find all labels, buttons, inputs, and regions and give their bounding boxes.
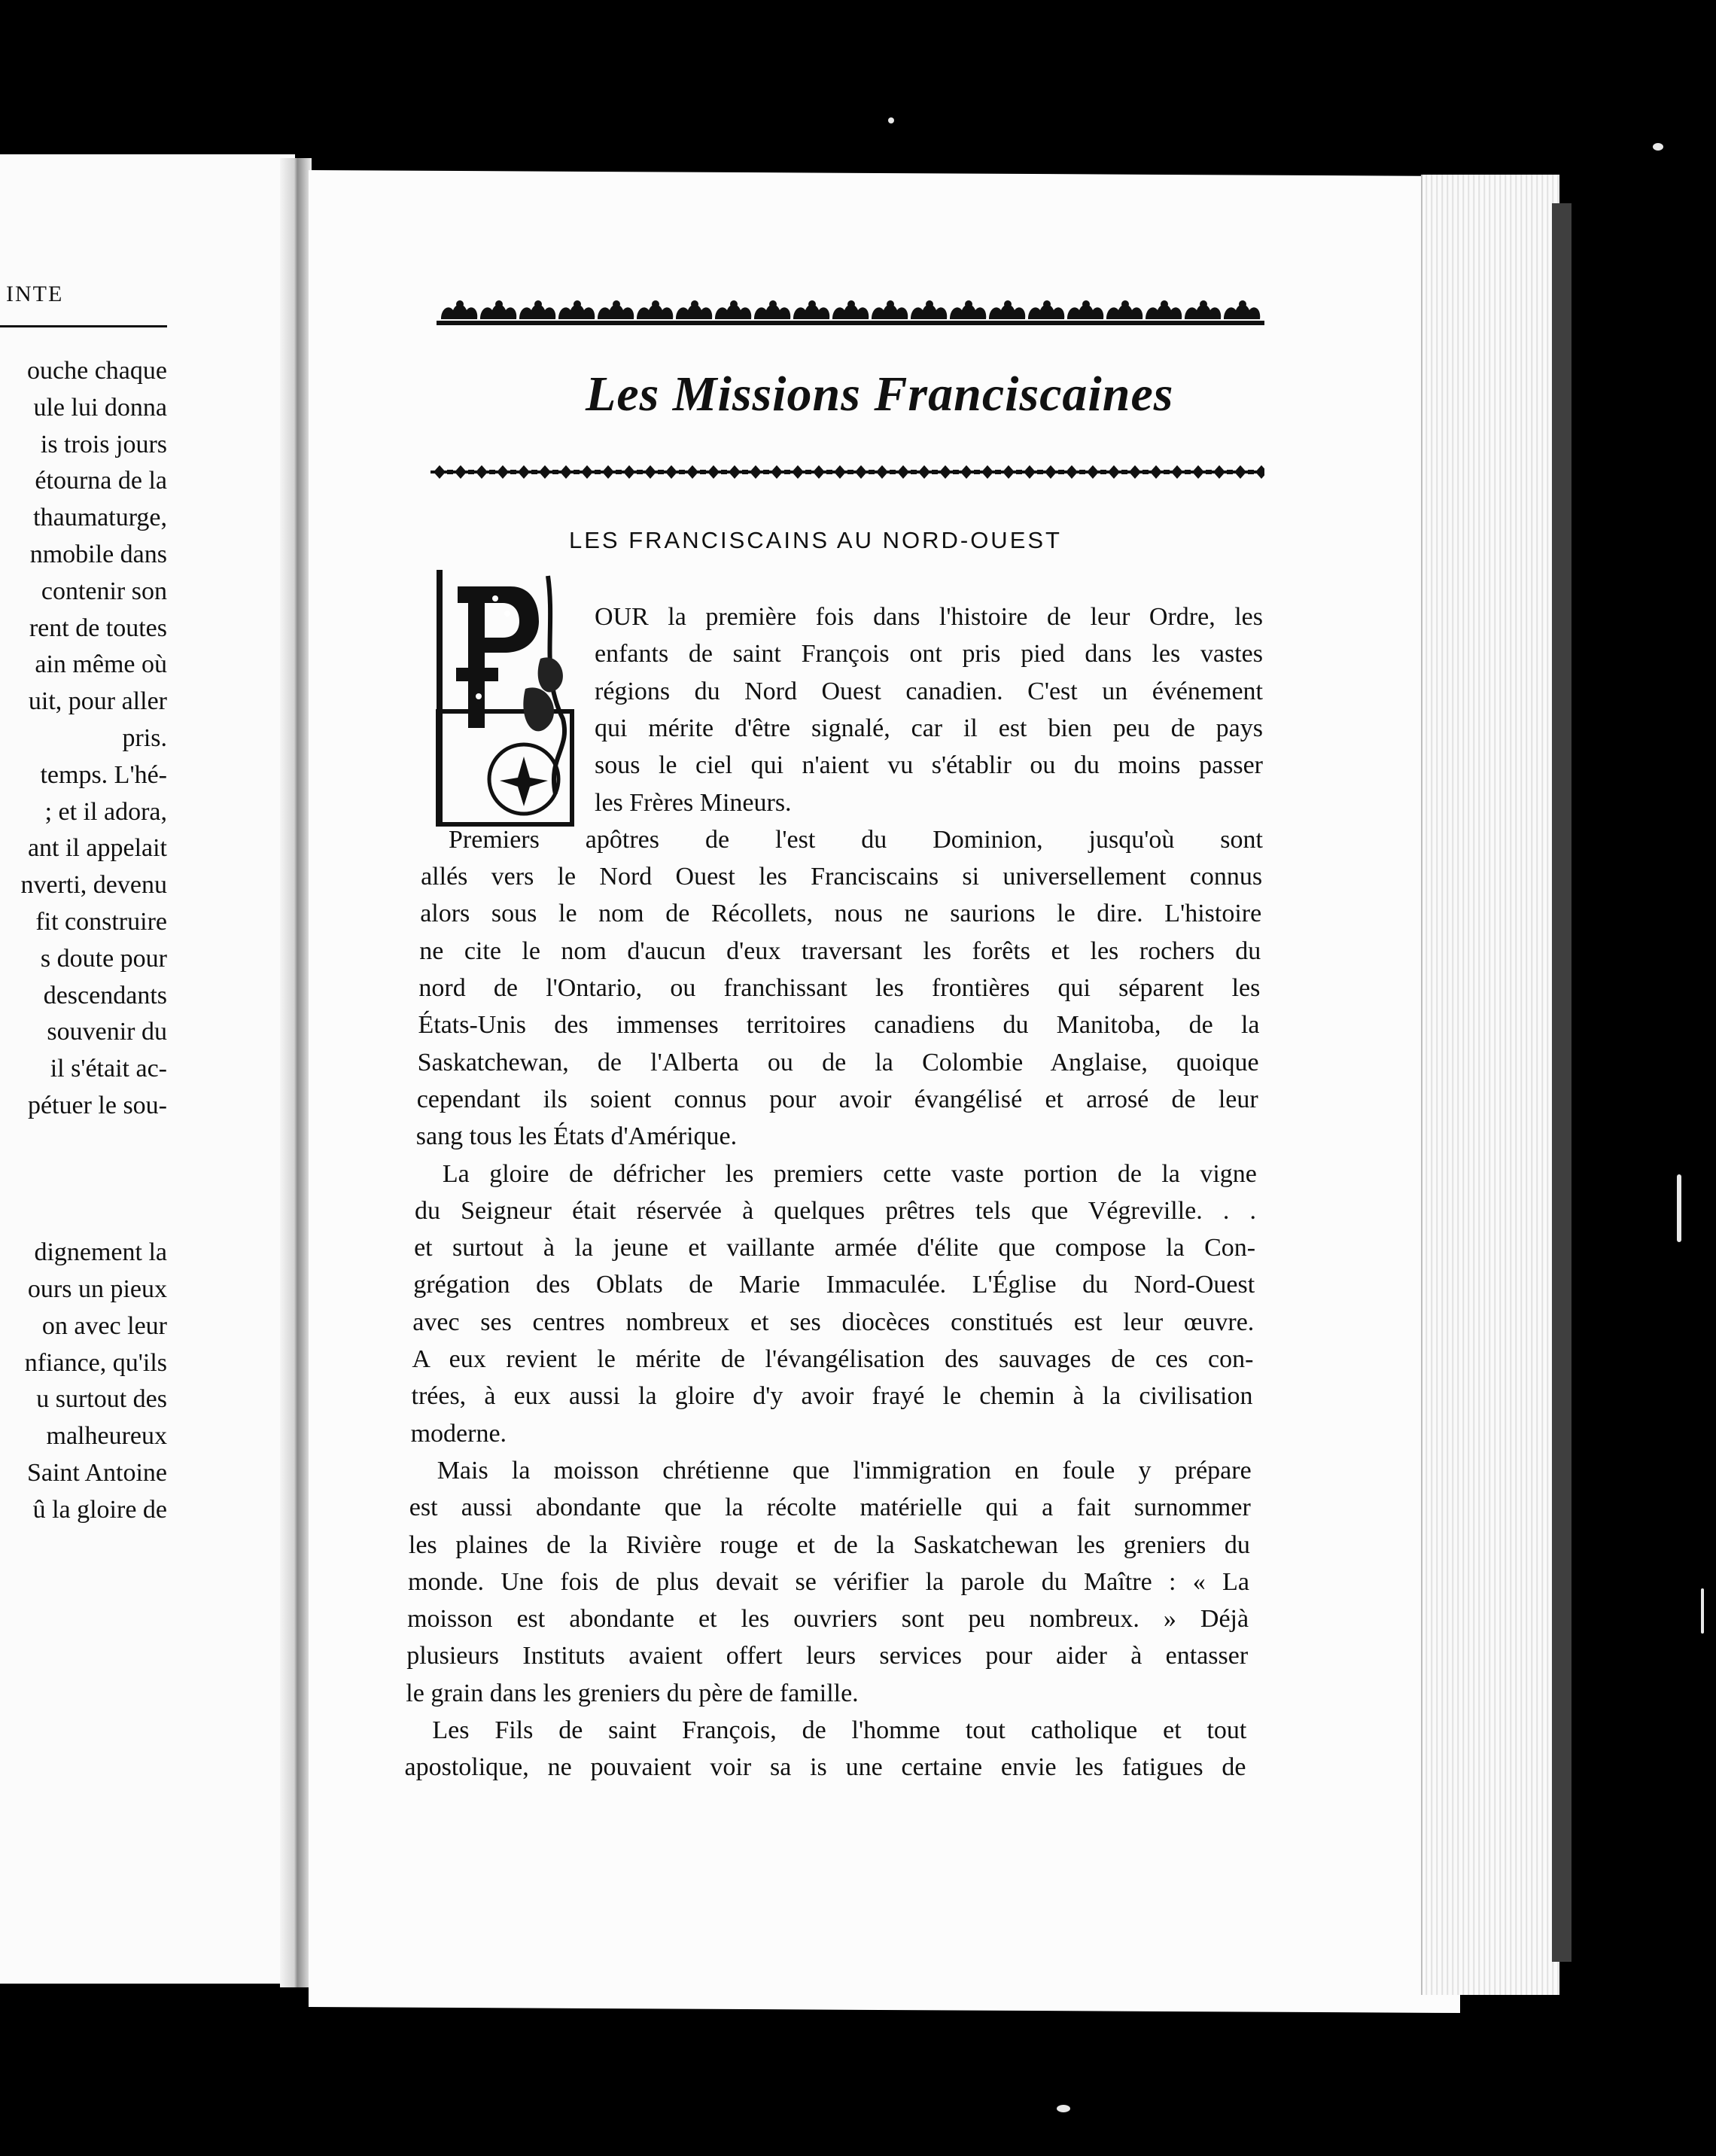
ornament-link <box>602 465 622 479</box>
ornament-link <box>434 465 453 479</box>
decorated-initial-p <box>435 568 578 832</box>
body-line: La gloire de défricher les premiers cette vaste portion de la vigne <box>442 1159 1257 1188</box>
ornament-link <box>1003 465 1022 479</box>
body-line: ne cite le nom d'aucun d'eux traversant les forêts et les rochers du <box>419 936 1261 965</box>
body-line: monde. Une fois de plus devait se vérifier la parole du Maître : « La <box>408 1567 1249 1596</box>
left-page-line: temps. L'hé- <box>40 760 167 789</box>
ornament-bud <box>1004 300 1012 308</box>
body-line: Les Fils de saint François, de l'homme tout catholique et tout <box>432 1716 1247 1744</box>
body-line: sous le ciel qui n'aient vu s'établir ou du moins passer <box>595 751 1263 780</box>
ornament-bud <box>613 300 620 308</box>
ornament-bud <box>1121 300 1129 308</box>
left-page-line: uit, pour aller <box>28 687 167 716</box>
body-line: moisson est abondante et les ouvriers sont peu nombreux. » Déjà <box>407 1605 1249 1634</box>
section-heading: LES FRANCISCAINS AU NORD-OUEST <box>569 527 1062 553</box>
left-page-line: fit construire <box>35 908 167 936</box>
body-line: avec ses centres nombreux et ses diocèces constitués est leur œuvre. <box>412 1308 1255 1336</box>
ornament-bud <box>652 300 659 308</box>
body-line: les plaines de la Rivière rouge et de la Saskatchewan les greniers du <box>408 1530 1250 1559</box>
ornament-link <box>560 465 580 479</box>
body-line: qui mérite d'être signalé, car il est bien peu de pays <box>595 714 1263 742</box>
left-page-line: souvenir du <box>47 1018 167 1046</box>
left-page-line: u surtout des <box>36 1385 167 1414</box>
dust-speck <box>1701 1588 1704 1634</box>
ornament-bud <box>691 300 698 308</box>
ornament-link <box>1024 465 1043 479</box>
body-line: Mais la moisson chrétienne que l'immigration en foule y prépare <box>437 1456 1252 1485</box>
body-line: cependant ils soient connus pour avoir évangélisé et arrosé de leur <box>416 1085 1258 1113</box>
dust-speck <box>1677 1174 1681 1242</box>
left-page-line: nmobile dans <box>29 541 167 568</box>
ornament-link <box>1150 465 1170 479</box>
ornament-link <box>665 465 685 479</box>
ornament-bud <box>965 300 972 308</box>
left-page-line: nfiance, qu'ils <box>24 1348 167 1377</box>
ornament-link <box>1192 465 1212 479</box>
body-line: apostolique, ne pouvaient voir sa is une certaine envie les fatigues de <box>404 1753 1246 1782</box>
left-page-line: contenir son <box>41 577 167 605</box>
left-page-line: û la gloire de <box>32 1495 167 1524</box>
ornament-bud <box>926 300 933 308</box>
left-page-line: is trois jours <box>40 430 167 458</box>
ornament-link <box>518 465 537 479</box>
ornament-link <box>455 465 474 479</box>
dust-speck <box>1057 2105 1070 2112</box>
left-page-line: ant il appelait <box>27 834 167 863</box>
body-line: Saskatchewan, de l'Alberta ou de la Colombie Anglaise, quoique <box>417 1048 1259 1076</box>
ornament-bud <box>1161 300 1168 308</box>
ornament-link <box>1234 465 1254 479</box>
left-page-line: étourna de la <box>35 467 167 495</box>
body-line: alors sous le nom de Récollets, nous ne saurions le dire. L'histoire <box>420 900 1262 928</box>
ornament-link <box>623 465 643 479</box>
body-line: allés vers le Nord Ouest les Franciscains si universellement connus <box>421 863 1263 891</box>
ornament-bud <box>1043 300 1051 308</box>
body-line: États-Unis des immenses territoires canadiens du Manitoba, de la <box>418 1011 1260 1040</box>
ornament-link <box>729 465 748 479</box>
dust-speck <box>888 117 894 123</box>
ornament-bud <box>847 300 855 308</box>
ornament-link <box>918 465 938 479</box>
left-page-line: ; et il adora, <box>44 797 167 826</box>
ornament-bud <box>808 300 816 308</box>
book-gutter <box>280 158 312 1987</box>
left-running-head: INTE <box>6 282 64 306</box>
ornament-link <box>834 465 853 479</box>
book-cover-edge <box>1552 203 1571 1962</box>
left-page-line: pétuer le sou- <box>27 1092 167 1119</box>
body-line: A eux revient le mérite de l'évangélisation des sauvages de ces con- <box>412 1345 1254 1373</box>
left-page-line: s doute pour <box>40 944 167 973</box>
body-line: et surtout à la jeune et vaillante armée d'élite que compose la Con- <box>414 1234 1256 1262</box>
left-page-line: nverti, devenu <box>20 871 167 900</box>
left-page-line: il s'était ac- <box>50 1055 167 1083</box>
left-page-line: ours un pieux <box>27 1275 167 1303</box>
ornament-link <box>707 465 727 479</box>
ornament-link <box>960 465 980 479</box>
left-page-line: pris. <box>122 724 167 752</box>
ornament-link <box>750 465 769 479</box>
ornament-link <box>476 465 495 479</box>
ornament-link <box>981 465 1001 479</box>
ornament-bud <box>574 300 581 308</box>
left-header-rule <box>0 325 167 327</box>
body-line: nord de l'Ontario, ou franchissant les frontières qui séparent les <box>418 974 1261 1002</box>
ornament-link <box>1129 465 1149 479</box>
ornament-link <box>855 465 875 479</box>
body-line: trées, à eux aussi la gloire d'y avoir frayé le chemin à la civilisation <box>411 1382 1253 1411</box>
ornament-link <box>1045 465 1064 479</box>
left-page-line: rent de toutes <box>29 614 167 642</box>
page-edges <box>1421 175 1559 1995</box>
ornament-bud <box>769 300 777 308</box>
body-line: enfants de saint François ont pris pied dans les vastes <box>595 640 1263 668</box>
body-line: sang tous les États d'Amérique. <box>415 1122 738 1151</box>
ornament-bud <box>1082 300 1090 308</box>
ornament-link <box>1213 465 1233 479</box>
body-line: Premiers apôtres de l'est du Dominion, jusqu'où sont <box>449 825 1263 854</box>
left-page-line: on avec leur <box>41 1311 167 1340</box>
ornament-link <box>813 465 832 479</box>
ornament-link <box>581 465 601 479</box>
ornament-link <box>792 465 811 479</box>
left-page-line: ule lui donna <box>33 393 167 422</box>
ornament-bud <box>887 300 894 308</box>
body-line: les Frères Mineurs. <box>595 788 792 817</box>
body-line: régions du Nord Ouest canadien. C'est un événement <box>595 677 1263 705</box>
ornament-bud <box>534 300 542 308</box>
ornament-link <box>1255 465 1264 479</box>
top-ornamental-border <box>437 298 1264 330</box>
ornament-link <box>1171 465 1191 479</box>
body-line: le grain dans les greniers du père de famille. <box>406 1679 859 1707</box>
ornament-bud <box>456 300 464 308</box>
left-page-line: dignement la <box>34 1238 167 1267</box>
bottom-ornamental-border <box>431 462 1264 483</box>
body-line: du Seigneur était réservée à quelques prêtres tels que Végreville. . . <box>415 1196 1256 1225</box>
ornament-bud <box>1239 300 1246 308</box>
body-line: est aussi abondante que la récolte matérielle qui a fait surnommer <box>409 1494 1251 1522</box>
ornament-link <box>939 465 959 479</box>
ornament-link <box>1087 465 1106 479</box>
ornament-link <box>771 465 790 479</box>
body-line: OUR la première fois dans l'histoire de leur Ordre, les <box>595 603 1263 631</box>
body-line: grégation des Oblats de Marie Immaculée. L'Église du Nord-Ouest <box>413 1271 1255 1299</box>
ornament-link <box>876 465 896 479</box>
page-title: Les Missions Franciscaines <box>586 367 1174 422</box>
ornament-link <box>1108 465 1127 479</box>
dust-speck <box>1653 143 1663 151</box>
left-page-line: Saint Antoine <box>26 1459 167 1487</box>
ornament-link <box>539 465 558 479</box>
left-page-line: descendants <box>43 981 167 1009</box>
body-line: plusieurs Instituts avaient offert leurs services pour aider à entasser <box>406 1642 1249 1670</box>
left-page-line: malheureux <box>46 1422 167 1451</box>
body-line: moderne. <box>410 1419 507 1448</box>
ornament-bud <box>495 300 503 308</box>
ornament-bud <box>730 300 738 308</box>
ornament-link <box>644 465 664 479</box>
left-page-line: ain même où <box>35 650 167 679</box>
ornament-bud <box>1200 300 1207 308</box>
left-page-line: ouche chaque <box>27 357 167 385</box>
ornament-link <box>497 465 516 479</box>
ornament-link <box>897 465 917 479</box>
ornament-link <box>1066 465 1085 479</box>
left-page-line: thaumaturge, <box>33 504 167 532</box>
ornament-link <box>686 465 706 479</box>
